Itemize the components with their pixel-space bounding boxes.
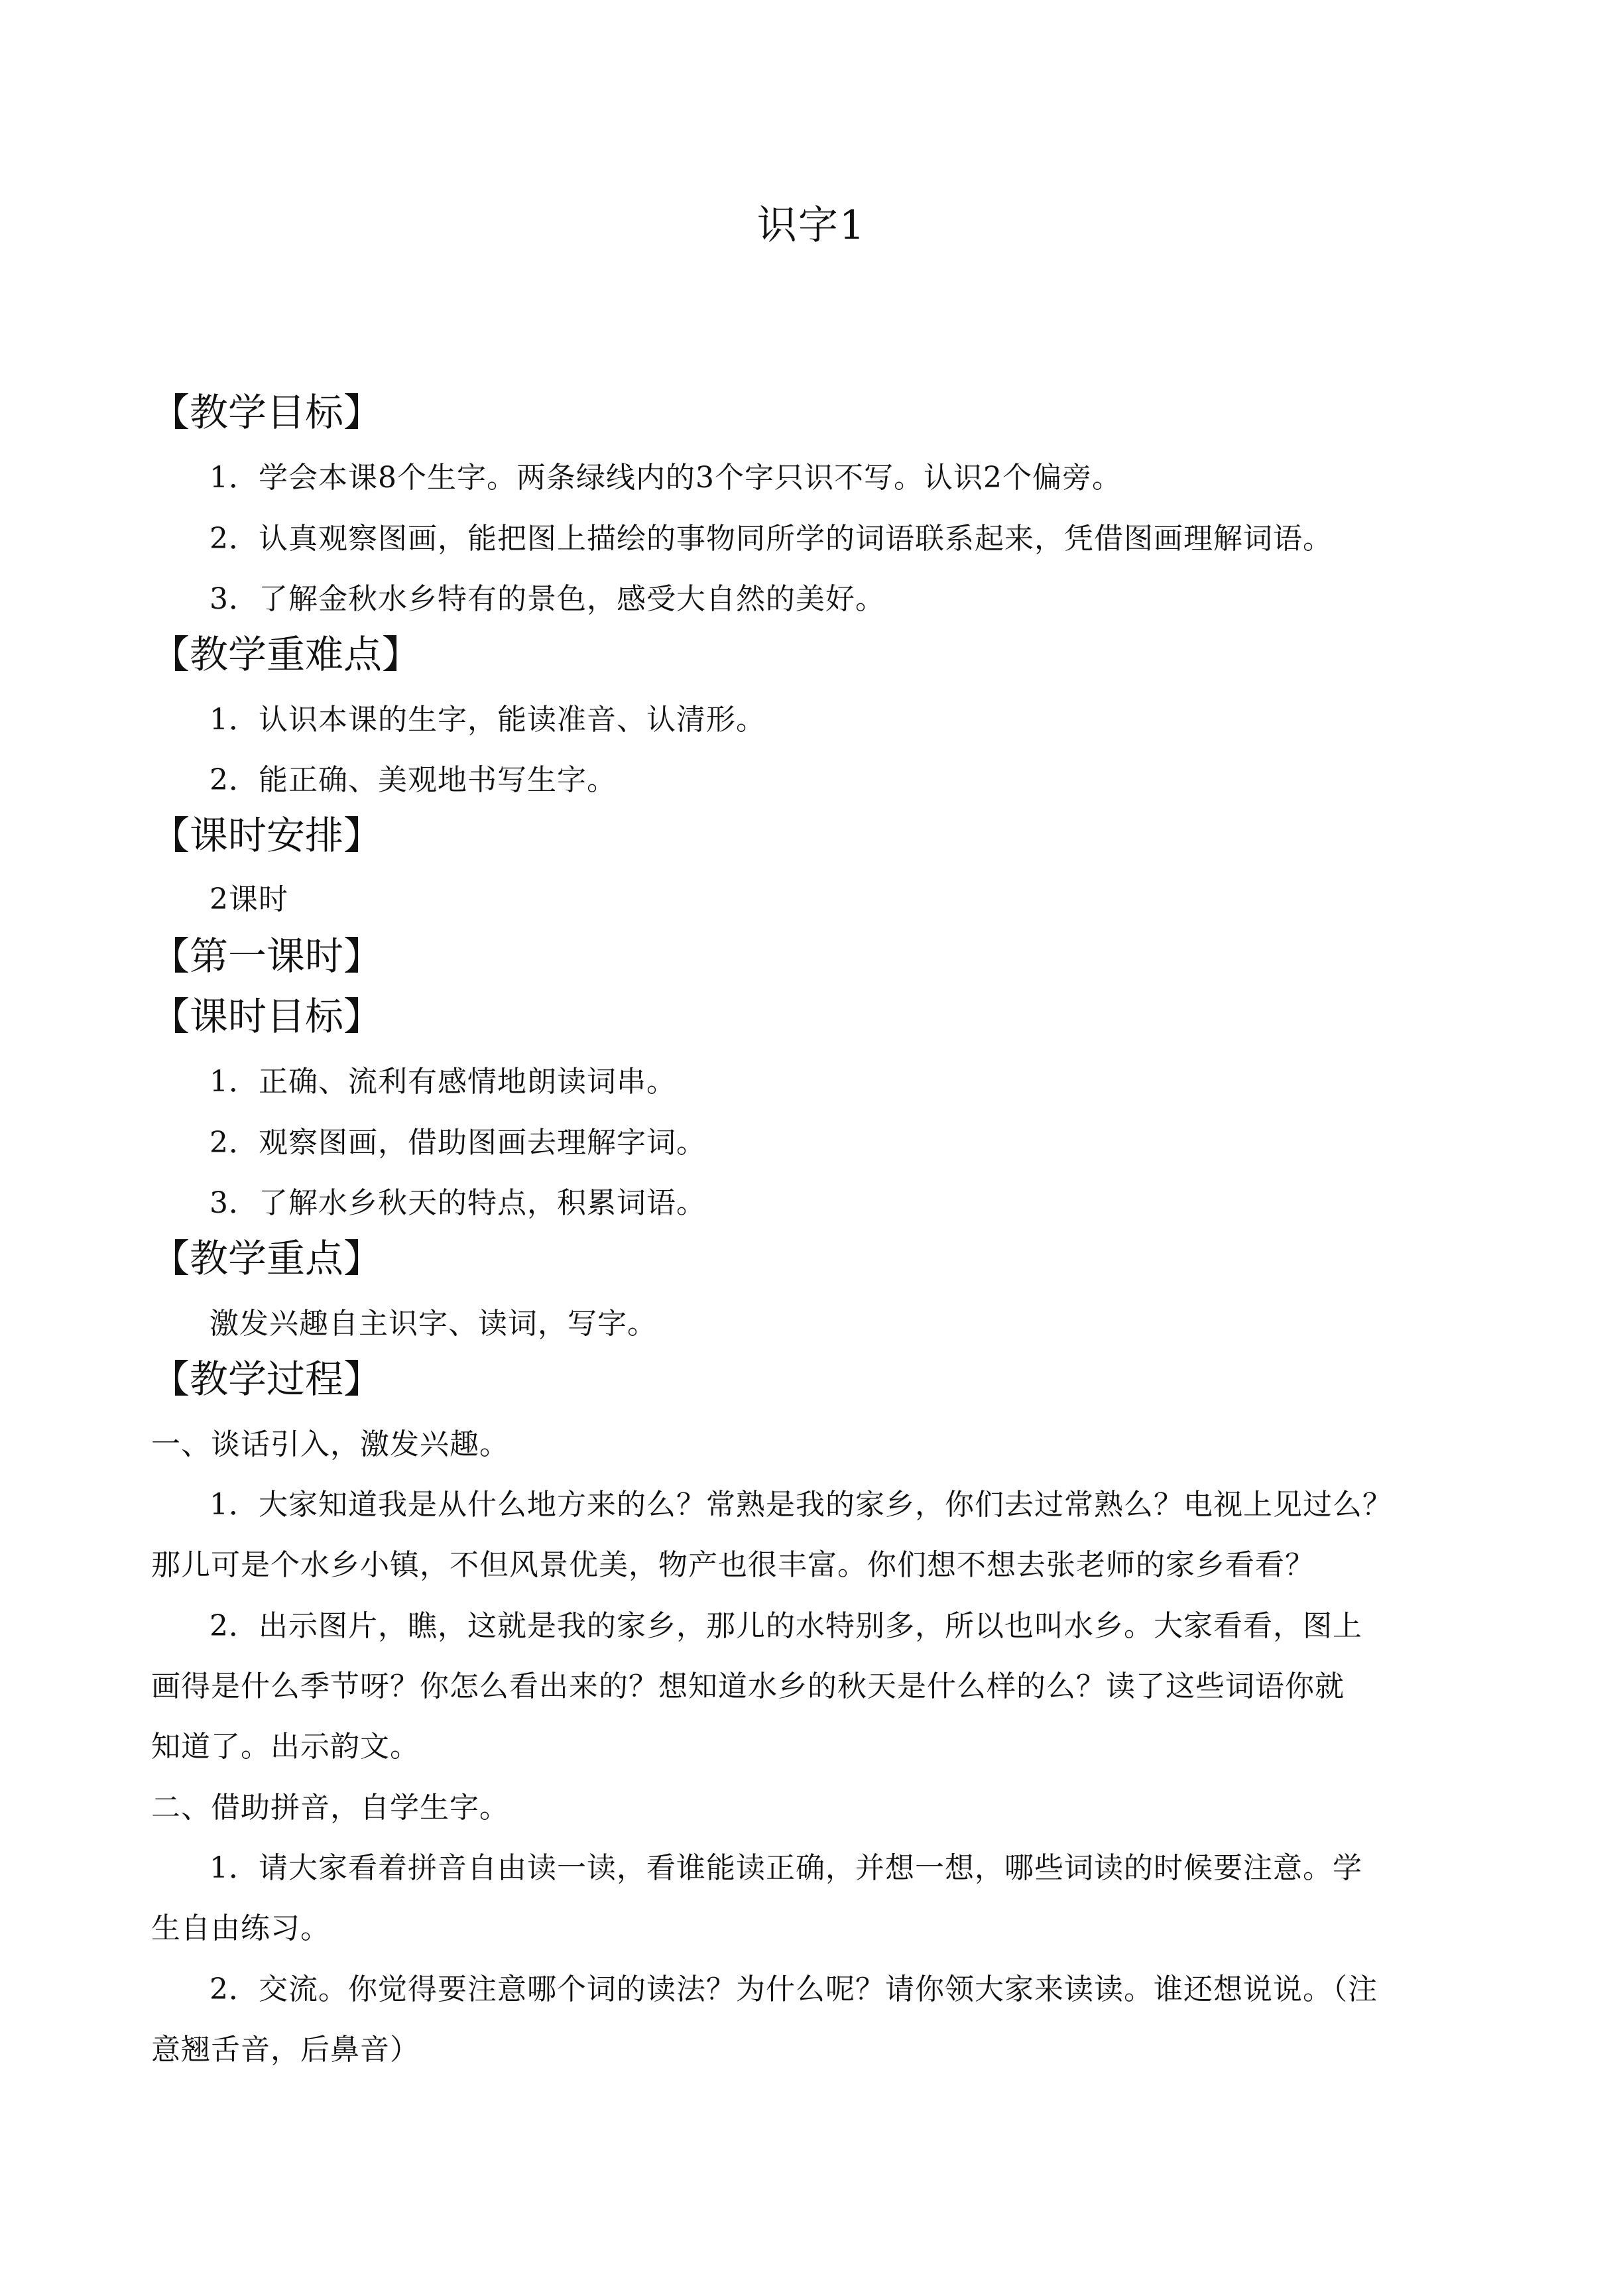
lesson-goal-item-1: 1．正确、流利有感情地朗读词串。 xyxy=(210,1065,676,1099)
process-step-2-line-3: 知道了。出示韵文。 xyxy=(151,1730,420,1764)
heading-teaching-focus: 【教学重点】 xyxy=(151,1236,383,1281)
lesson-goal-item-2: 2．观察图画，借助图画去理解字词。 xyxy=(210,1126,706,1160)
heading-schedule: 【课时安排】 xyxy=(151,813,383,858)
heading-key-difficult-points: 【教学重难点】 xyxy=(151,632,421,677)
process-step-2-line-2: 画得是什么季节呀？你怎么看出来的？想知道水乡的秋天是什么样的么？读了这些词语你就 xyxy=(151,1669,1345,1703)
heading-teaching-goals: 【教学目标】 xyxy=(151,390,383,435)
process-step-3-line-1: 1．请大家看着拼音自由读一读，看谁能读正确，并想一想，哪些词读的时候要注意。学 xyxy=(210,1851,1362,1885)
key-point-item-1: 1．认识本课的生字，能读准音、认清形。 xyxy=(210,703,766,737)
section-heading-2: 二、借助拼音，自学生字。 xyxy=(151,1791,509,1825)
page-title: 识字1 xyxy=(756,202,867,249)
goal-item-2: 2．认真观察图画，能把图上描绘的事物同所学的词语联系起来，凭借图画理解词语。 xyxy=(210,522,1333,556)
heading-lesson-goals: 【课时目标】 xyxy=(151,994,383,1039)
heading-teaching-process: 【教学过程】 xyxy=(151,1357,383,1402)
process-step-4-line-1: 2．交流。你觉得要注意哪个词的读法？为什么呢？请你领大家来读读。谁还想说说。（注 xyxy=(210,1972,1378,2006)
process-step-1-line-1: 1．大家知道我是从什么地方来的么？常熟是我的家乡，你们去过常熟么？电视上见过么？ xyxy=(210,1488,1392,1522)
process-step-2-line-1: 2．出示图片，瞧，这就是我的家乡，那儿的水特别多，所以也叫水乡。大家看看，图上 xyxy=(210,1609,1362,1643)
process-step-1-line-2: 那儿可是个水乡小镇，不但风景优美，物产也很丰富。你们想不想去张老师的家乡看看？ xyxy=(151,1548,1315,1582)
lesson-goal-item-3: 3．了解水乡秋天的特点，积累词语。 xyxy=(210,1186,706,1220)
section-heading-1: 一、谈话引入，激发兴趣。 xyxy=(151,1427,509,1461)
goal-item-3: 3．了解金秋水乡特有的景色，感受大自然的美好。 xyxy=(210,582,885,616)
goal-item-1: 1．学会本课8个生字。两条绿线内的3个字只识不写。认识2个偏旁。 xyxy=(210,461,1122,495)
schedule-text: 2课时 xyxy=(210,882,288,916)
key-point-item-2: 2．能正确、美观地书写生字。 xyxy=(210,763,617,797)
teaching-focus-text: 激发兴趣自主识字、读词，写字。 xyxy=(210,1307,657,1341)
process-step-4-line-2: 意翘舌音，后鼻音） xyxy=(151,2033,420,2067)
process-step-3-line-2: 生自由练习。 xyxy=(151,1911,330,1945)
heading-first-lesson: 【第一课时】 xyxy=(151,934,383,979)
